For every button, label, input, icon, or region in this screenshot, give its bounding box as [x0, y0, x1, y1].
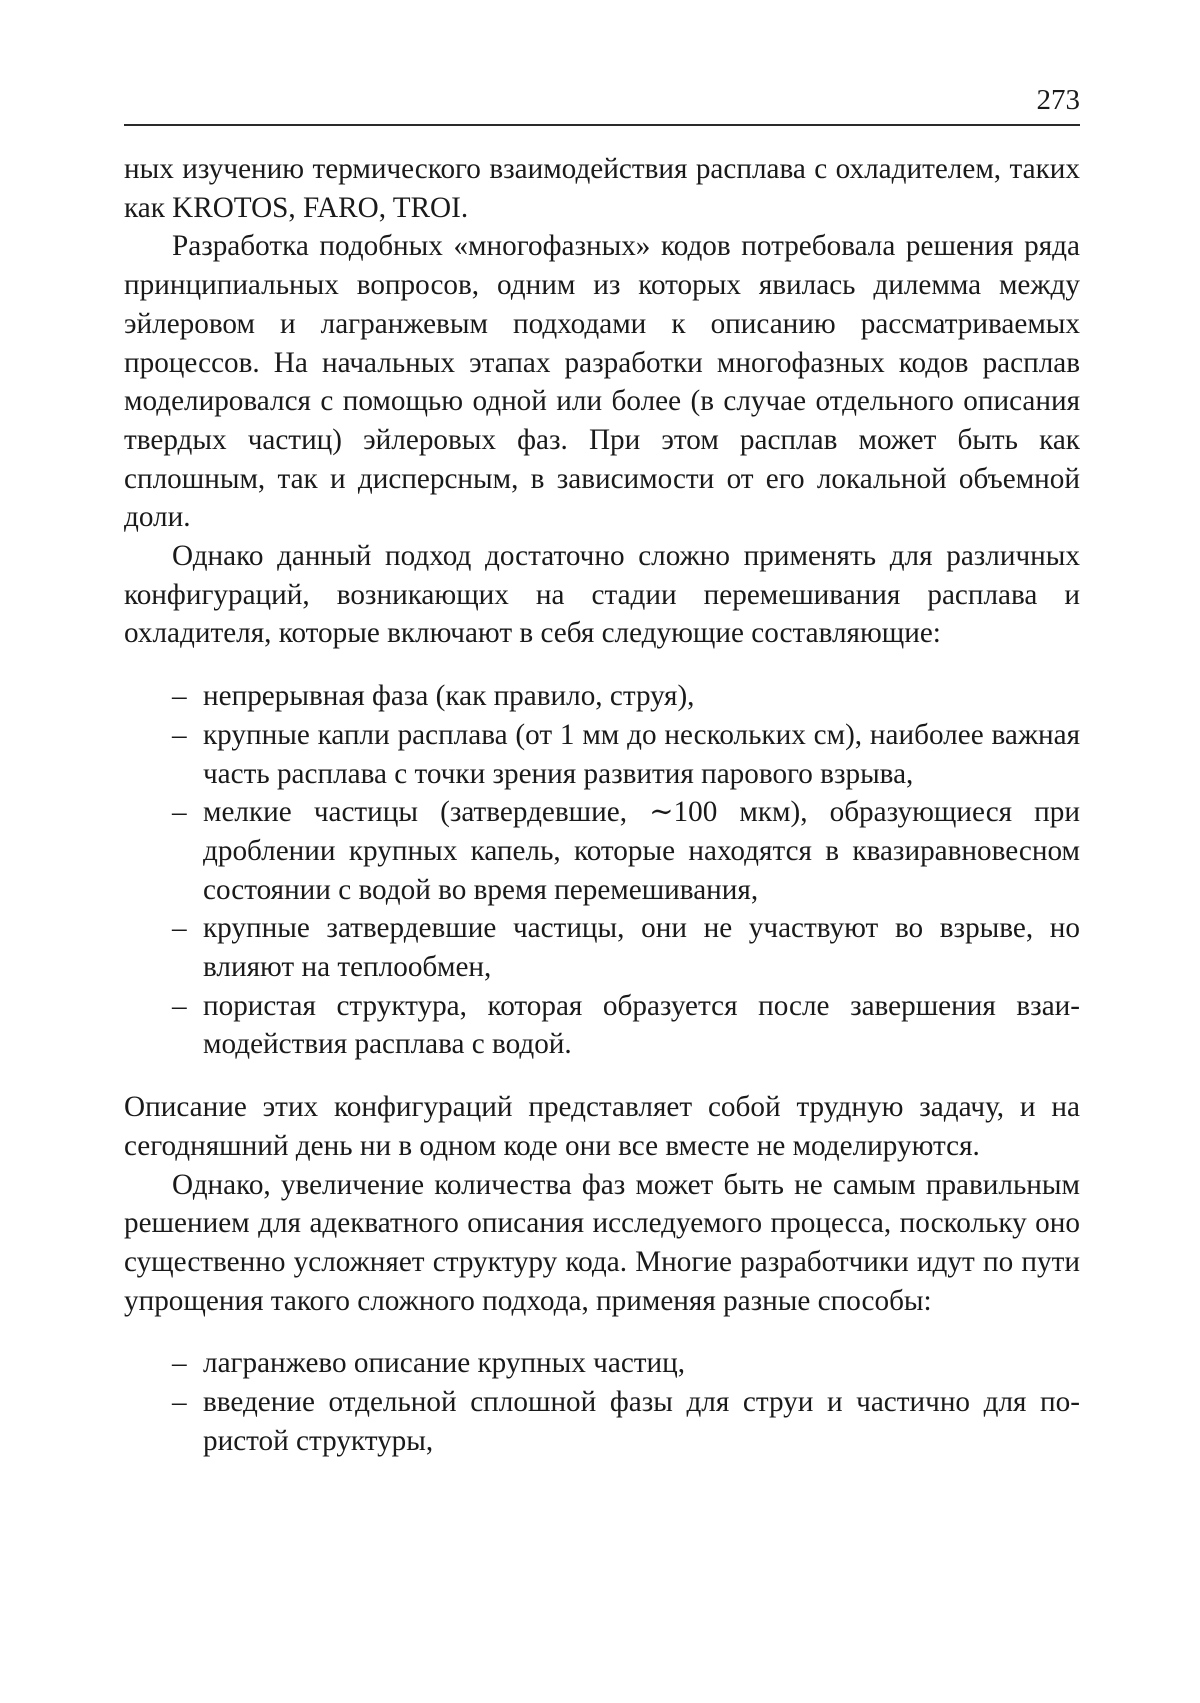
list-item	[124, 1383, 1080, 1460]
list-item-text: лагранжево описание крупных частиц,	[203, 1347, 686, 1380]
page-header	[124, 78, 1080, 126]
list-item-text: непрерывная фаза (как правило, струя),	[203, 680, 695, 713]
list-item	[124, 987, 1080, 1064]
paragraph-multiphase-codes: Разработка подобных «многофазных» кодов потребовала решения ряда принципиальных вопросов, одним из которых явилась дилемма между эйлеровом и лагранжевым подходами к описанию рассматриваемых процессов. На начальных этапах разработки многофазных кодов расплав моделировался с помощью одной или более (в случае отдельного описания твердых частиц) эйлеровых фаз. При этом расплав может быть как сплошным, так и дисперсным, в зависимости от его локальной объемной доли.	[124, 230, 1080, 534]
list-dash: –	[172, 989, 187, 1022]
paragraph-phase-count: Однако, увеличение количества фаз может быть не самым правильным решением для адекватного описания исследуемого процесса, поскольку оно существенно усложняет структуру кода. Многие разработчики идут по пути упрощения такого сложного подхода, применяя разные способы:	[124, 1168, 1080, 1317]
list-dash: –	[172, 680, 187, 713]
list-item-text: введение отдельной сплошной фазы для струи и частично для пористой структуры,	[203, 1386, 1080, 1457]
list-item	[124, 716, 1080, 793]
list-item	[124, 793, 1080, 909]
paragraph-approach-limits: Однако данный подход достаточно сложно применять для различных конфигураций, возникающих на стадии перемешивания расплава и охладителя, которые включают в себя следующие составляющие:	[124, 540, 1080, 650]
list-dash: –	[172, 796, 187, 829]
components-list	[124, 677, 1080, 1064]
list-item	[124, 677, 1080, 716]
body-text	[124, 150, 1080, 1461]
list-dash: –	[172, 912, 187, 945]
list-item-text: крупные капли расплава (от 1 мм до нескольких см), наиболее важная часть расплава с точки зрения развития парового взрыва,	[203, 718, 1080, 790]
list-item	[124, 909, 1080, 986]
list-item	[124, 1344, 1080, 1383]
paragraph-continuation: ных изучению термического взаимодействия расплава с охладителем, таких как KROTOS, FARO, TROI.	[124, 153, 1080, 224]
list-dash: –	[172, 718, 187, 751]
list-dash: –	[172, 1347, 187, 1380]
list-item-text: крупные затвердевшие частицы, они не участвуют во взрыве, но влияют на теплообмен,	[203, 912, 1080, 984]
page-number: 273	[1036, 84, 1080, 116]
book-page	[124, 0, 1080, 1703]
list-item-text: пористая структура, которая образуется после завершения взаимодействия расплава с водой.	[203, 989, 1080, 1061]
list-dash: –	[172, 1386, 187, 1419]
simplification-methods-list	[124, 1344, 1080, 1460]
list-item-text: мелкие частицы (затвердевшие, ∼100 мкм), образующиеся при дроблении крупных капель, которые находятся в квазиравновесном состоянии с водой во время перемешивания,	[203, 796, 1080, 906]
paragraph-configurations: Описание этих конфигураций представляет собой трудную задачу, и на сегодняшний день ни в одном коде они все вместе не моделируются.	[124, 1091, 1080, 1162]
